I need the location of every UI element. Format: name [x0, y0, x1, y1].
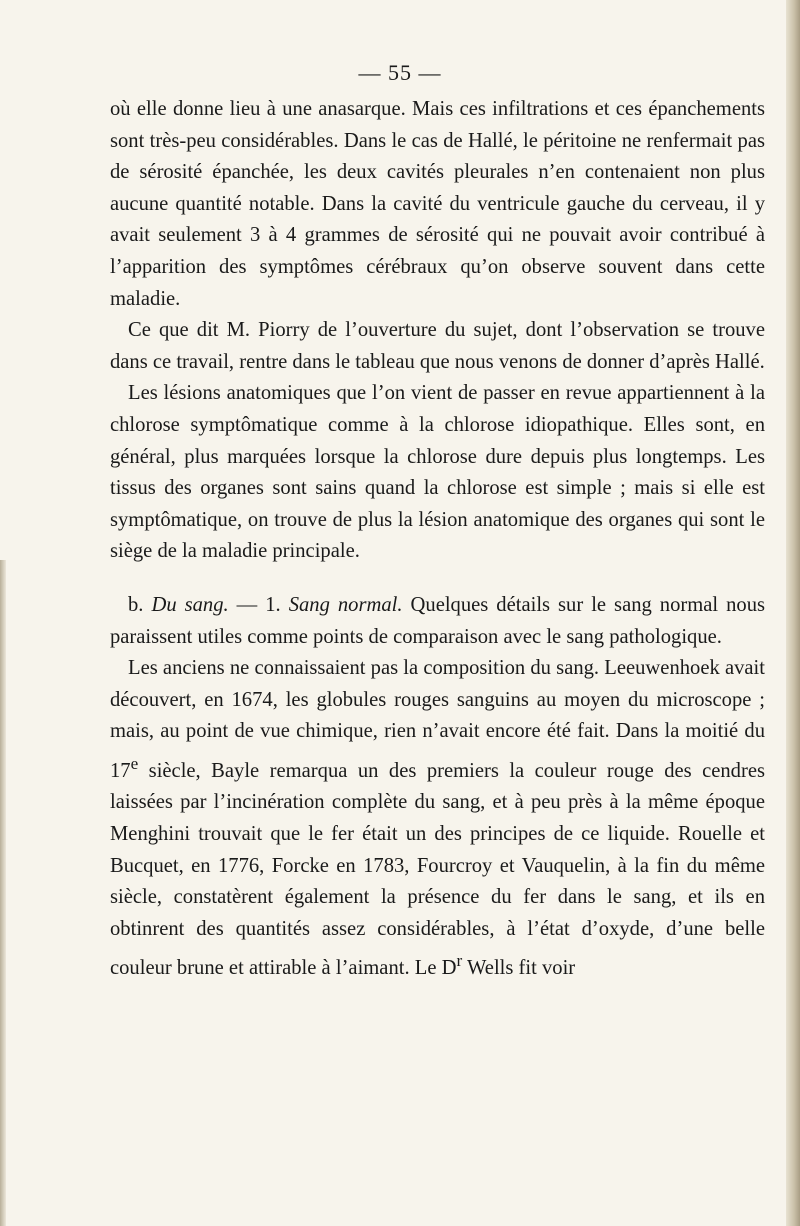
- paragraph-5-text-a: Les anciens ne connaissaient pas la composition du sang. Leeuwenhoek avait découvert, en 1674, les globules rouges sanguins au moyen du microscope ; mais, au point de vue chimique, rien n’avait encore été fait. Dans la moitié du 17: [110, 657, 765, 782]
- page-number: — 55 —: [358, 60, 442, 85]
- paragraph-1: où elle donne lieu à une anasarque. Mais ces infiltrations et ces épanchements sont très-peu considérables. Dans le cas de Hallé, le péritoine ne renfermait pas de sérosité épanchée, les deux cavités pleurales n’en contenaient non plus aucune quantité notable. Dans la cavité du ventricule gauche du cerveau, il y avait seulement 3 à 4 grammes de sérosité qui ne pouvait avoir contribué à l’apparition des symptômes cérébraux qu’on observe souvent dans cette maladie.: [110, 98, 765, 310]
- paragraph-2: Ce que dit M. Piorry de l’ouverture du sujet, dont l’observation se trouve dans ce travail, rentre dans le tableau que nous venons de donner d’après Hallé.: [110, 319, 765, 373]
- paragraph-5-text-c: Wells fit voir: [462, 957, 576, 980]
- superscript-r: r: [456, 951, 463, 971]
- subsection-heading: Sang normal.: [288, 593, 403, 616]
- section-label: b.: [128, 593, 144, 616]
- paragraph-5: [110, 653, 765, 985]
- superscript-e: e: [130, 753, 139, 773]
- section-number: — 1.: [236, 593, 281, 616]
- page-edge-shadow: [786, 0, 800, 1226]
- section-heading: Du sang.: [151, 593, 229, 616]
- body-text: [110, 94, 765, 985]
- page-binding-shadow: [0, 560, 6, 1226]
- paragraph-3: Les lésions anatomiques que l’on vient de passer en revue appartiennent à la chlorose symptômatique comme à la chlorose idiopathique. Elles sont, en général, plus marquées lorsque la chlorose dure depuis plus longtemps. Les tissus des organes sont sains quand la chlorose est simple ; mais si elle est symptômatique, on trouve de plus la lésion anatomique des organes qui sont le siège de la maladie principale.: [110, 382, 765, 563]
- paragraph-5-text-b: siècle, Bayle remarqua un des premiers la couleur rouge des cendres laissées par l’incinération complète du sang, et à peu près à la même époque Menghini trouvait que le fer était un des principes de ce liquide. Rouelle et Bucquet, en 1776, Forcke en 1783, Fourcroy et Vauquelin, à la fin du même siècle, constatèrent également la présence du fer dans le sang, et ils en obtinrent des quantités assez considérables, à l’état d’oxyde, d’une belle couleur brune et attirable à l’aimant. Le D: [110, 759, 765, 980]
- paragraph-4-text: Quelques détails sur le sang normal nous paraissent utiles comme points de comparaison avec le sang pathologique.: [110, 593, 766, 648]
- paragraph-4: [110, 590, 765, 653]
